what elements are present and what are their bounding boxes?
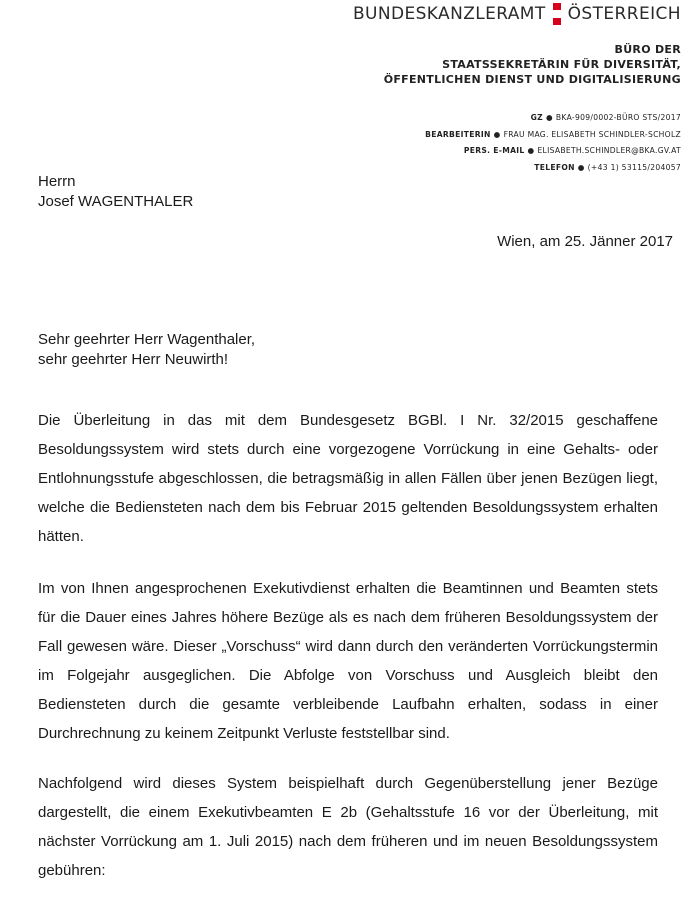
body-paragraph: Die Überleitung in das mit dem Bundesgesetz BGBl. I Nr. 32/2015 geschaffene Besoldungssystem wird stets durch eine vorgezogene Vorrückung in eine Gehalts- oder Entlohnungsstufe abgeschlossen, die betragsmäßig in allen Fällen über jenen Bezügen liegt, welche die Bediensteten nach dem bis Februar 2015 geltenden Besoldungssystem erhalten hätten.: [38, 412, 658, 545]
bullet-icon: ●: [527, 146, 535, 155]
body-paragraph: Nachfolgend wird dieses System beispielhaft durch Gegenüberstellung jener Bezüge dargestellt, die einem Exekutivbeamten E 2b (Gehaltsstufe 16 vor der Überleitung, mit nächster Vorrückung am 1. Juli 2015) nach dem früheren und im neuen Besoldungssystem gebühren:: [38, 775, 658, 879]
reference-author: BEARBEITERIN ● FRAU MAG. ELISABETH SCHINDLER-SCHOLZ: [425, 129, 681, 139]
bullet-icon: ●: [545, 113, 553, 122]
letter-date: Wien, am 25. Jänner 2017: [497, 233, 673, 250]
body-paragraph: Im von Ihnen angesprochenen Exekutivdienst erhalten die Beamtinnen und Beamten stets für die Dauer eines Jahres höhere Bezüge als es nach dem früheren Besoldungssystem der Fall gewesen wäre. Dieser „Vorschuss“ wird dann durch den veränderten Vorrückungstermin im Folgejahr ausgeglichen. Die Abfolge von Vorschuss und Ausgleich bleibt den Bediensteten durch die gesamte verbleibende Laufbahn erhalten, sodass in einer Durchrechnung zu keinem Zeitpunkt Verluste feststellbar sind.: [38, 580, 658, 742]
office-line: ÖFFENTLICHEN DIENST UND DIGITALISIERUNG: [383, 73, 681, 86]
office-line: BÜRO DER: [614, 43, 681, 56]
letterhead-logo: [353, 2, 681, 26]
office-block: [384, 42, 681, 87]
bullet-icon: ●: [493, 129, 501, 139]
reference-gz: GZ ● BKA-909/0002-BÜRO STS/2017: [530, 113, 681, 122]
recipient-salutation: Herrn: [38, 173, 76, 190]
reference-block: [425, 110, 681, 176]
reference-phone: TELEFON ● (+43 1) 53115/204057: [534, 162, 681, 172]
recipient-name: Josef WAGENTHALER: [38, 193, 194, 210]
logo-text-left: BUNDESKANZLERAMT: [352, 4, 546, 24]
austrian-flag-icon: [553, 3, 561, 25]
recipient-address: [38, 172, 193, 212]
greeting-line: sehr geehrter Herr Neuwirth!: [38, 351, 229, 368]
logo-text-right: ÖSTERREICH: [567, 4, 681, 24]
office-line: STAATSSEKRETÄRIN FÜR DIVERSITÄT,: [442, 58, 681, 71]
reference-email: PERS. E-MAIL ● ELISABETH.SCHINDLER@BKA.GV.AT: [463, 146, 681, 155]
greeting-line: Sehr geehrter Herr Wagenthaler,: [38, 331, 256, 348]
greeting: [38, 330, 255, 370]
bullet-icon: ●: [577, 162, 585, 172]
